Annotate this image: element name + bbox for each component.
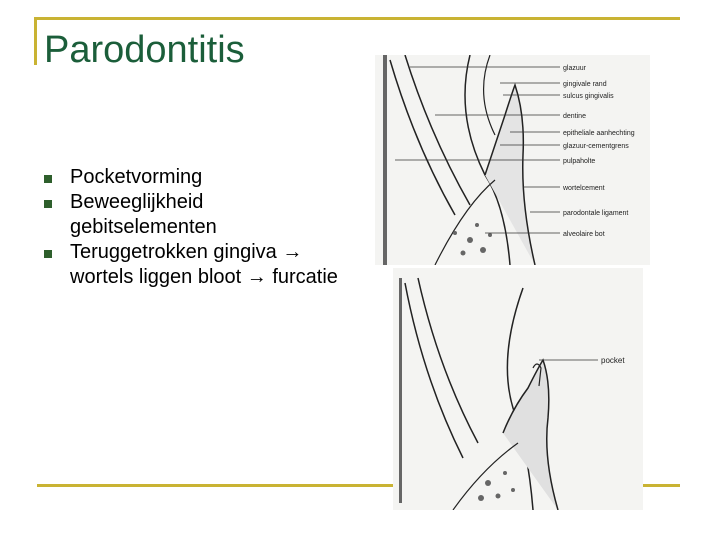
bullet-item bbox=[44, 190, 354, 240]
bullet-item bbox=[44, 165, 354, 190]
label-glazuur: glazuur bbox=[563, 65, 586, 72]
label-pulpaholte: pulpaholte bbox=[563, 158, 596, 165]
label-parodontale-ligament: parodontale ligament bbox=[563, 210, 629, 217]
bullet-text: Pocketvorming bbox=[70, 166, 203, 188]
label-glazuur-cementgrens: glazuur-cementgrens bbox=[563, 143, 629, 150]
pocket-figure bbox=[393, 268, 643, 510]
bullet-marker-icon bbox=[44, 200, 52, 208]
label-pocket: pocket bbox=[601, 356, 625, 365]
tooth-anatomy-figure bbox=[375, 55, 650, 265]
pocket-drawing bbox=[393, 268, 643, 510]
bullet-text: Beweeglijkheid gebitselementen bbox=[70, 191, 217, 238]
label-alveolaire-bot: alveolaire bot bbox=[563, 231, 605, 238]
bullet-marker-icon bbox=[44, 250, 52, 258]
label-wortelcement: wortelcement bbox=[563, 185, 605, 192]
bullet-marker-icon bbox=[44, 175, 52, 183]
slide-title: Parodontitis bbox=[44, 29, 245, 71]
frame-left-line bbox=[34, 17, 37, 65]
label-epitheliale-aanhechting: epitheliale aanhechting bbox=[563, 130, 635, 137]
bullet-text: Teruggetrokken gingiva → wortels liggen bloot → furcatie bbox=[70, 241, 338, 288]
frame-top-line bbox=[34, 17, 680, 20]
bullet-item bbox=[44, 240, 354, 290]
label-dentine: dentine bbox=[563, 113, 586, 120]
label-gingivale-rand: gingivale rand bbox=[563, 81, 607, 88]
bullet-list bbox=[44, 165, 354, 290]
tooth-anatomy-drawing bbox=[375, 55, 650, 265]
label-sulcus-gingivalis: sulcus gingivalis bbox=[563, 93, 614, 100]
